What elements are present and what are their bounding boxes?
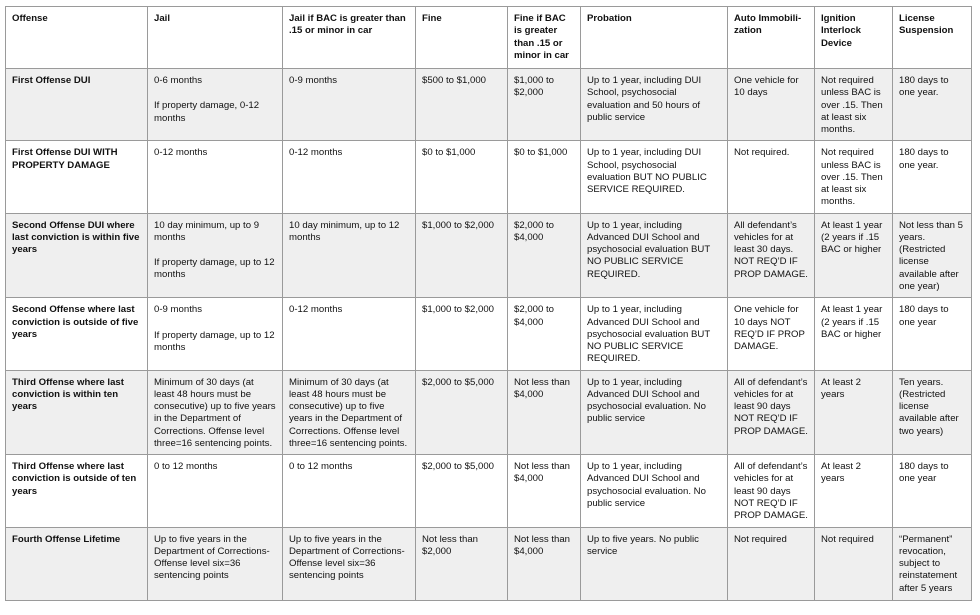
fine-bac-cell: $0 to $1,000 [508,141,581,213]
fine-bac-cell: Not less than $4,000 [508,455,581,527]
probation-cell: Up to 1 year, including Advanced DUI School and psychosocial evaluation. No public service [581,455,728,527]
fine-cell: $2,000 to $5,000 [416,455,508,527]
fine-bac-cell: $2,000 to $4,000 [508,298,581,370]
license-suspension-cell: Not less than 5 years. (Restricted license available after one year) [893,213,972,298]
auto-immobilization-cell: Not required. [728,141,815,213]
header-jail: Jail [148,7,283,69]
header-probation: Probation [581,7,728,69]
probation-cell: Up to 1 year, including DUI School, psychosocial evaluation BUT NO PUBLIC SERVICE REQUIRED. [581,141,728,213]
table-row [6,141,972,213]
probation-cell: Up to 1 year, including Advanced DUI School and psychosocial evaluation. No public service [581,370,728,455]
dui-penalties-table [5,6,972,601]
fine-bac-cell: Not less than $4,000 [508,370,581,455]
jail-cell: Up to five years in the Department of Corrections-Offense level six=36 sentencing points [148,527,283,600]
fine-cell: $0 to $1,000 [416,141,508,213]
jail-cell: Minimum of 30 days (at least 48 hours must be consecutive) up to five years in the Department of Corrections. Offense level three=16 sentencing points. [148,370,283,455]
fine-cell: $2,000 to $5,000 [416,370,508,455]
offense-cell: Third Offense where last conviction is within ten years [6,370,148,455]
offense-cell: Second Offense where last conviction is outside of five years [6,298,148,370]
table-row [6,527,972,600]
jail-bac-cell: 0-9 months [283,69,416,141]
offense-cell: First Offense DUI [6,69,148,141]
auto-immobilization-cell: All of defendant’s vehicles for at least 90 days NOT REQ’D IF PROP DAMAGE. [728,370,815,455]
offense-cell: First Offense DUI WITH PROPERTY DAMAGE [6,141,148,213]
probation-cell: Up to 1 year, including Advanced DUI School and psychosocial evaluation BUT NO PUBLIC SERVICE REQUIRED. [581,213,728,298]
paragraph-gap [154,244,276,257]
header-jail-bac: Jail if BAC is greater than .15 or minor in car [283,7,416,69]
probation-cell: Up to 1 year, including Advanced DUI School and psychosocial evaluation BUT NO PUBLIC SERVICE REQUIRED. [581,298,728,370]
jail-bac-cell: 0-12 months [283,298,416,370]
auto-immobilization-cell: One vehicle for 10 days [728,69,815,141]
header-license-suspension: License Suspension [893,7,972,69]
fine-cell: $1,000 to $2,000 [416,213,508,298]
license-suspension-cell: 180 days to one year [893,455,972,527]
jail-cell [148,213,283,298]
ignition-interlock-cell: At least 2 years [815,455,893,527]
fine-bac-cell: Not less than $4,000 [508,527,581,600]
jail-cell [148,298,283,370]
probation-cell: Up to five years. No public service [581,527,728,600]
header-offense: Offense [6,7,148,69]
license-suspension-cell: “Permanent” revocation, subject to reinstatement after 5 years [893,527,972,600]
jail-note: If property damage, 0-12 months [154,100,260,124]
header-ignition-interlock: Ignition Interlock Device [815,7,893,69]
jail-bac-cell: Up to five years in the Department of Corrections-Offense level six=36 sentencing points [283,527,416,600]
probation-cell: Up to 1 year, including DUI School, psychosocial evaluation and 50 hours of public service [581,69,728,141]
table-row [6,69,972,141]
table-row [6,213,972,298]
license-suspension-cell: 180 days to one year. [893,141,972,213]
fine-cell: $500 to $1,000 [416,69,508,141]
fine-cell: Not less than $2,000 [416,527,508,600]
auto-immobilization-cell: All defendant’s vehicles for at least 30 days. NOT REQ’D IF PROP DAMAGE. [728,213,815,298]
ignition-interlock-cell: At least 1 year (2 years if .15 BAC or higher [815,213,893,298]
auto-immobilization-cell: One vehicle for 10 days NOT REQ’D IF PROP DAMAGE. [728,298,815,370]
ignition-interlock-cell: At least 2 years [815,370,893,455]
header-fine: Fine [416,7,508,69]
offense-cell: Second Offense DUI where last conviction is within five years [6,213,148,298]
ignition-interlock-cell: Not required unless BAC is over .15. Then at least six months. [815,69,893,141]
table-row [6,298,972,370]
paragraph-gap [154,317,276,330]
jail-bac-cell: 10 day minimum, up to 12 months [283,213,416,298]
table-row [6,455,972,527]
fine-cell: $1,000 to $2,000 [416,298,508,370]
license-suspension-cell: 180 days to one year. [893,69,972,141]
header-fine-bac: Fine if BAC is greater than .15 or minor in car [508,7,581,69]
jail-note: If property damage, up to 12 months [154,329,275,353]
jail-bac-cell: 0 to 12 months [283,455,416,527]
jail-text: 10 day minimum, up to 9 months [154,219,260,243]
auto-immobilization-cell: Not required [728,527,815,600]
table-header-row [6,7,972,69]
jail-bac-cell: 0-12 months [283,141,416,213]
license-suspension-cell: 180 days to one year [893,298,972,370]
offense-cell: Third Offense where last conviction is outside of ten years [6,455,148,527]
offense-cell: Fourth Offense Lifetime [6,527,148,600]
ignition-interlock-cell: At least 1 year (2 years if .15 BAC or higher [815,298,893,370]
auto-immobilization-cell: All of defendant’s vehicles for at least 90 days NOT REQ’D IF PROP DAMAGE. [728,455,815,527]
jail-bac-cell: Minimum of 30 days (at least 48 hours must be consecutive) up to five years in the Department of Corrections. Offense level three=16 sentencing points. [283,370,416,455]
license-suspension-cell: Ten years. (Restricted license available after two years) [893,370,972,455]
ignition-interlock-cell: Not required [815,527,893,600]
paragraph-gap [154,87,276,100]
jail-text: 0-6 months [154,75,202,86]
fine-bac-cell: $2,000 to $4,000 [508,213,581,298]
jail-note: If property damage, up to 12 months [154,257,275,281]
table-row [6,370,972,455]
jail-text: 0-9 months [154,304,202,316]
jail-cell: 0 to 12 months [148,455,283,527]
jail-cell: 0-12 months [148,141,283,213]
header-auto-immobilization: Auto Immobili-zation [728,7,815,69]
fine-bac-cell: $1,000 to $2,000 [508,69,581,141]
ignition-interlock-cell: Not required unless BAC is over .15. Then at least six months. [815,141,893,213]
jail-cell [148,69,283,141]
